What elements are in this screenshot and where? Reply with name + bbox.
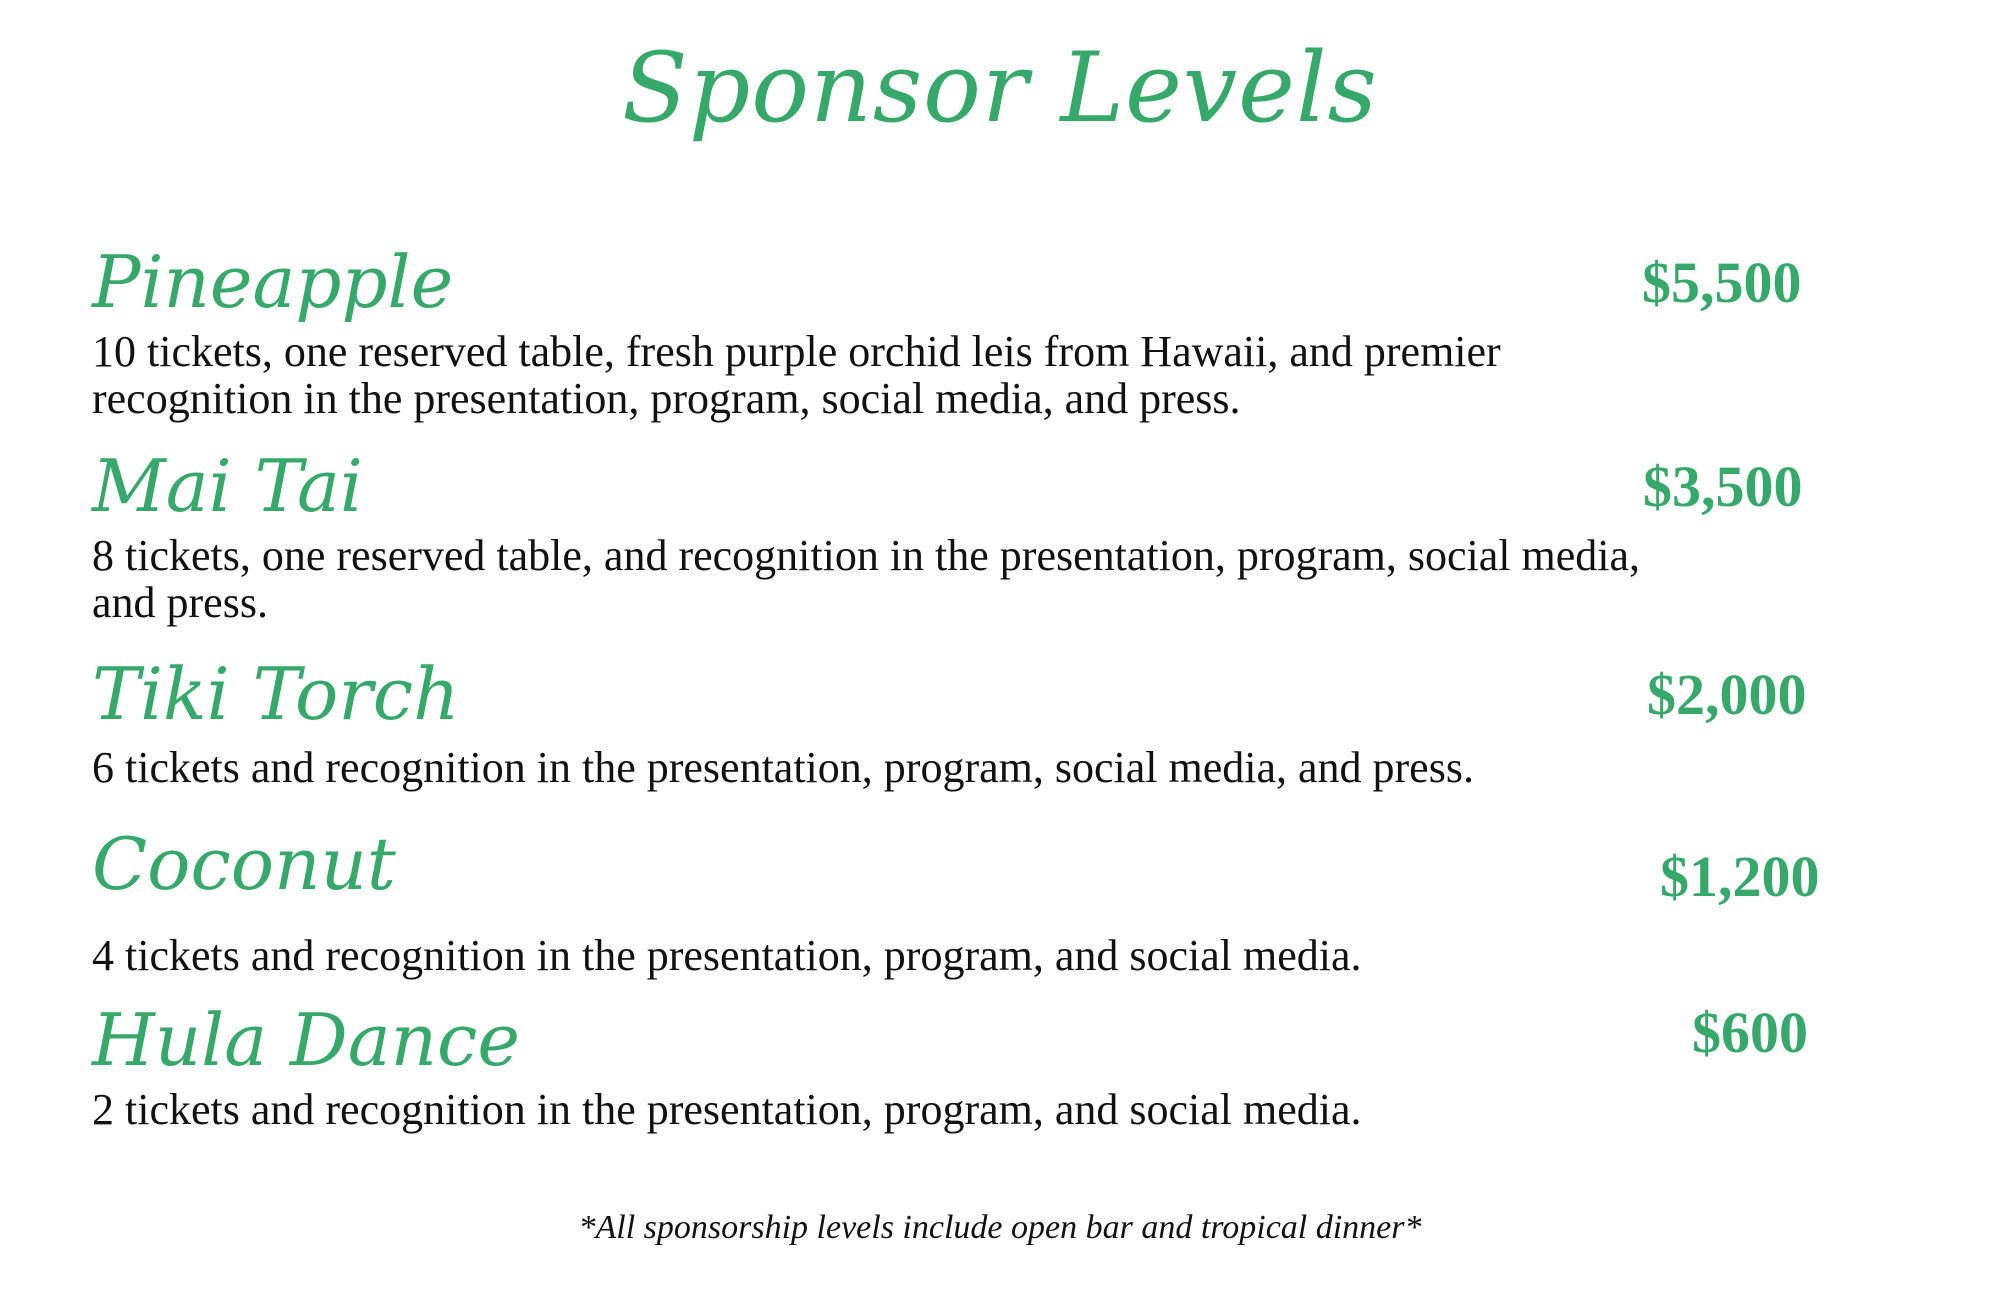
level-description: 8 tickets, one reserved table, and recognition in the presentation, program, social media, and press.: [92, 531, 1641, 627]
level-name: Mai Tai: [92, 444, 363, 528]
sponsor-level-pineapple: [92, 236, 1852, 422]
level-name: Hula Dance: [92, 998, 520, 1082]
level-price: $3,500: [1643, 454, 1803, 519]
page-title: Sponsor Levels: [622, 32, 1378, 144]
level-name: Tiki Torch: [92, 652, 460, 736]
level-description: 2 tickets and recognition in the presentation, program, and social media.: [92, 1085, 1362, 1134]
footnote: *All sponsorship levels include open bar and tropical dinner*: [578, 1209, 1422, 1246]
level-price: $1,200: [1660, 844, 1820, 909]
sponsor-level-tiki-torch: [92, 648, 1852, 791]
sponsor-level-mai-tai: [92, 440, 1852, 626]
level-description: 4 tickets and recognition in the presentation, program, and social media.: [92, 931, 1362, 980]
level-name: Coconut: [92, 822, 396, 906]
level-price: $5,500: [1642, 250, 1802, 315]
level-price: $600: [1692, 1000, 1808, 1065]
level-description: 6 tickets and recognition in the presentation, program, social media, and press.: [92, 743, 1474, 792]
sponsor-level-hula-dance: [92, 994, 1852, 1133]
level-price: $2,000: [1647, 662, 1807, 727]
level-description: 10 tickets, one reserved table, fresh purple orchid leis from Hawaii, and premier recognition in the presentation, program, social media, and press.: [92, 327, 1501, 423]
sponsor-level-coconut: [92, 818, 1852, 979]
level-name: Pineapple: [92, 240, 454, 324]
